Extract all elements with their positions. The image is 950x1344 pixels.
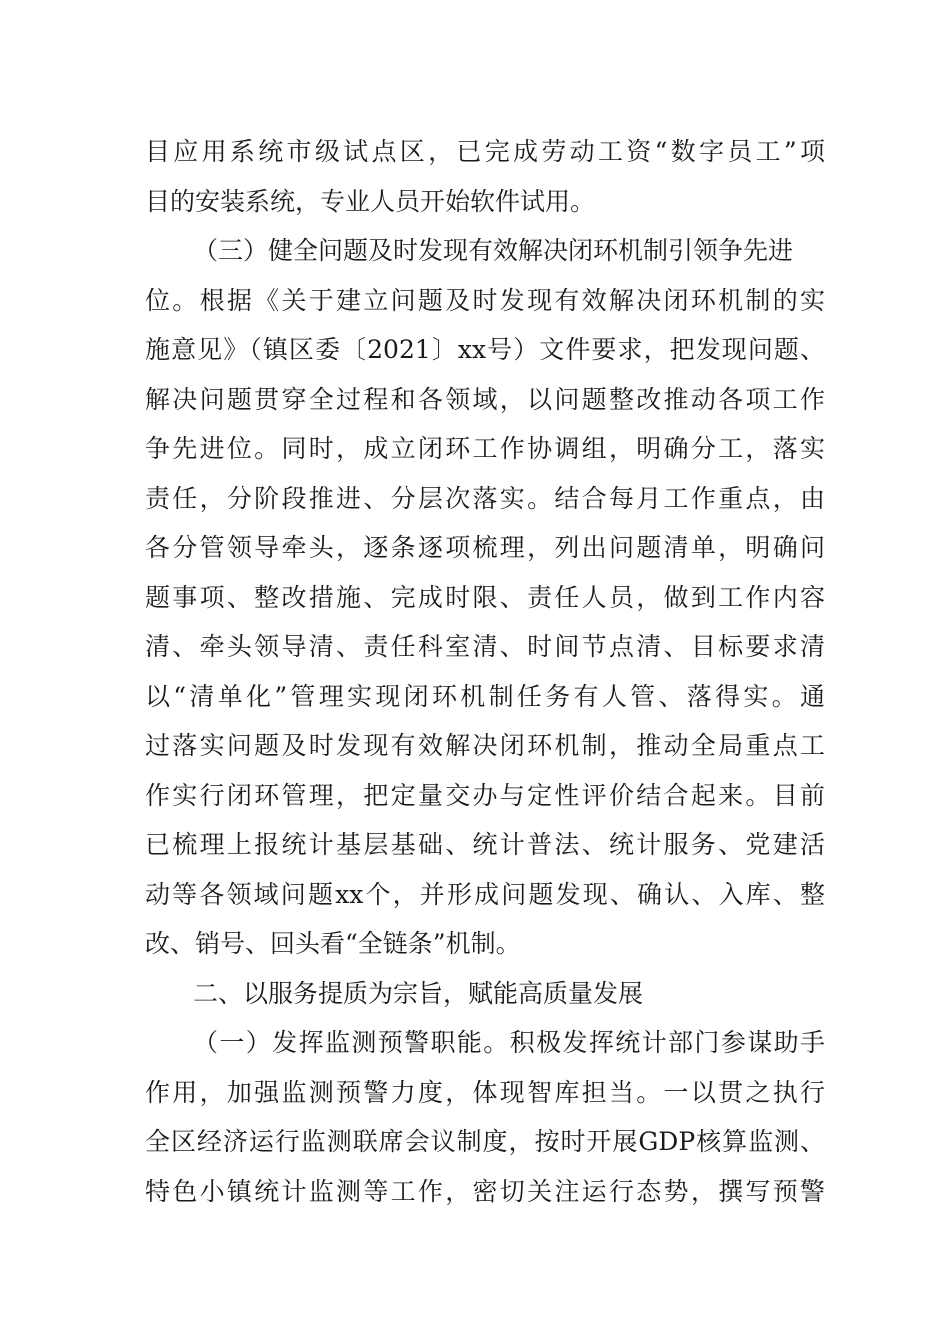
- text-line: 已梳理上报统计基层基础、统计普法、统计服务、党建活: [145, 830, 825, 859]
- text-line: 争先进位。同时，成立闭环工作协调组，明确分工，落实: [145, 434, 825, 463]
- text-line: 作用，加强监测预警力度，体现智库担当。一以贯之执行: [145, 1078, 825, 1107]
- section-heading-3: （三）健全问题及时发现有效解决闭环机制引领争先进: [193, 236, 794, 265]
- text-line: 特色小镇统计监测等工作，密切关注运行态势，撰写预警: [145, 1177, 825, 1206]
- section-heading-2: 二、以服务提质为宗旨，赋能高质量发展: [193, 979, 644, 1008]
- text-line: 位。根据《关于建立问题及时发现有效解决闭环机制的实: [145, 286, 825, 315]
- text-line: 施意见》（镇区委〔2021〕xx号）文件要求，把发现问题、: [145, 335, 825, 364]
- text-line: 过落实问题及时发现有效解决闭环机制，推动全局重点工: [145, 731, 825, 760]
- text-line: 责任，分阶段推进、分层次落实。结合每月工作重点，由: [145, 484, 825, 513]
- text-line: 目的安装系统，专业人员开始软件试用。: [145, 187, 596, 216]
- section-heading-1: （一）发挥监测预警职能。积极发挥统计部门参谋助手: [193, 1028, 825, 1057]
- text-line: 清、牵头领导清、责任科室清、时间节点清、目标要求清: [145, 632, 825, 661]
- text-line: 解决问题贯穿全过程和各领域，以问题整改推动各项工作: [145, 385, 825, 414]
- text-line: 作实行闭环管理，把定量交办与定性评价结合起来。目前: [145, 781, 825, 810]
- text-line: 全区经济运行监测联席会议制度，按时开展GDP核算监测、: [145, 1127, 825, 1156]
- text-line: 动等各领域问题xx个，并形成问题发现、确认、入库、整: [145, 880, 825, 909]
- text-line: 以“清单化”管理实现闭环机制任务有人管、落得实。通: [145, 682, 825, 711]
- text-line: 各分管领导牵头，逐条逐项梳理，列出问题清单，明确问: [145, 533, 825, 562]
- text-line: 目应用系统市级试点区，已完成劳动工资“数字员工”项: [145, 137, 825, 166]
- text-line: 改、销号、回头看“全链条”机制。: [145, 929, 521, 958]
- text-line: 题事项、整改措施、完成时限、责任人员，做到工作内容: [145, 583, 825, 612]
